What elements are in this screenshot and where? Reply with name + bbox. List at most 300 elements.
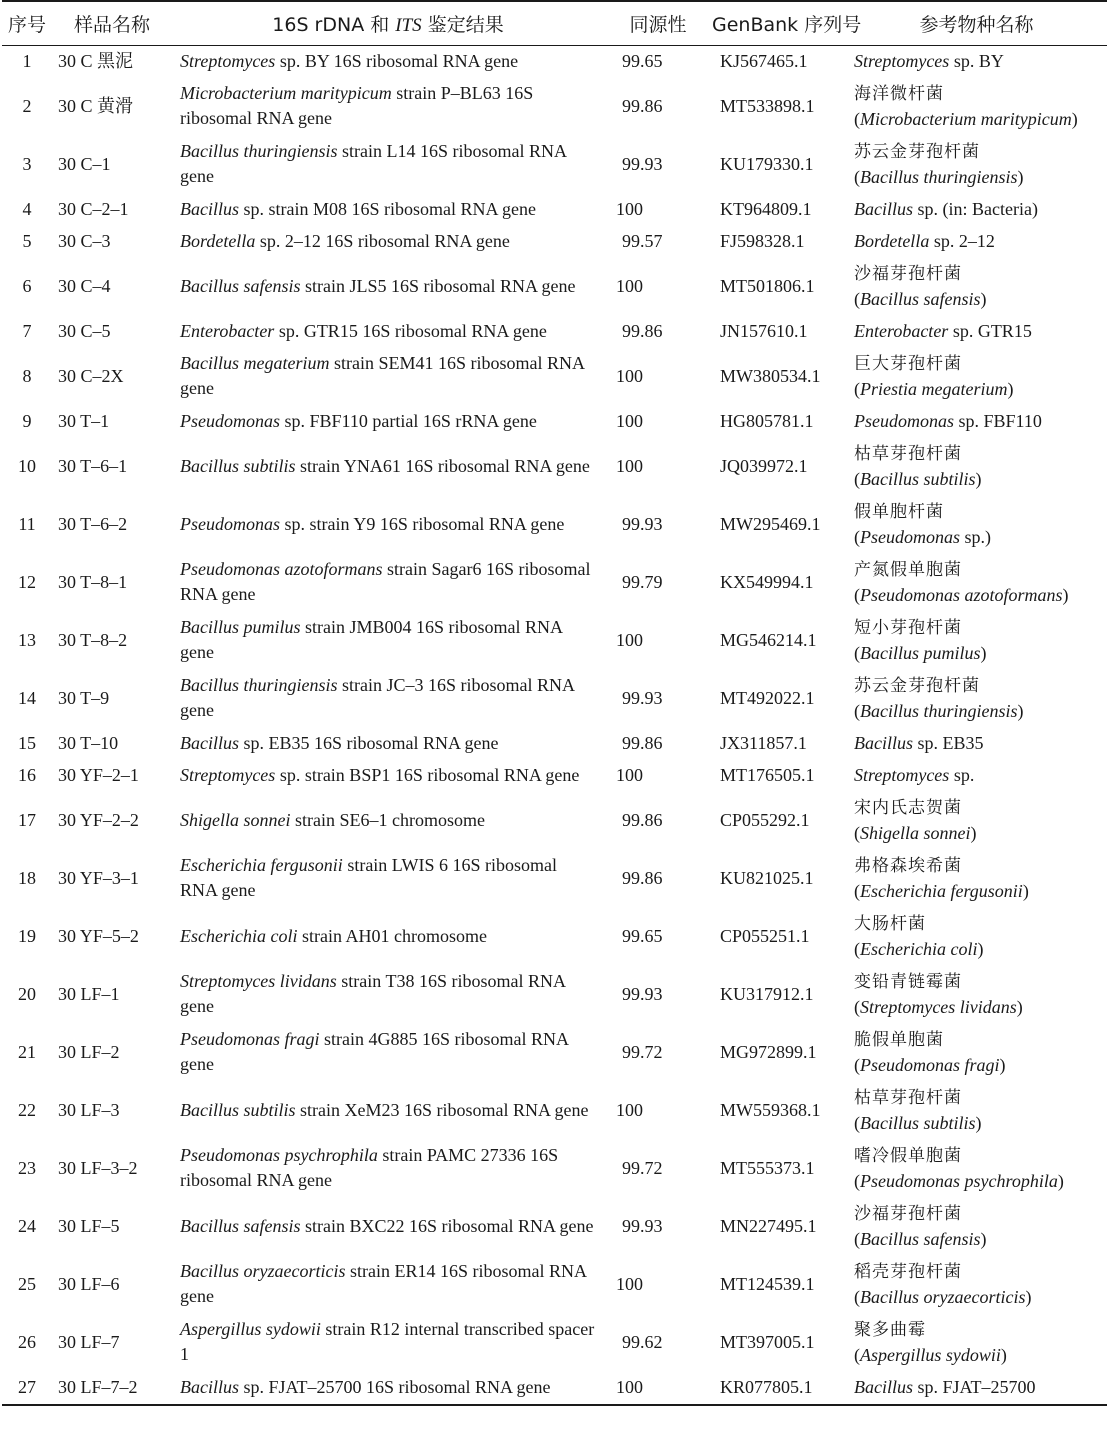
- cell-result: [172, 728, 604, 760]
- table-row: [2, 792, 1107, 850]
- cell-sample: 30 T–8–1: [58, 571, 128, 592]
- cell-ref: [846, 1198, 1107, 1256]
- cell-homology: 99.65: [622, 50, 663, 71]
- cell-result: [172, 406, 604, 438]
- ref-cn-name: 变铅青链霉菌: [854, 971, 962, 992]
- cell-sample: 30 C 黑泥: [58, 50, 134, 71]
- cell-no: 18: [18, 867, 36, 888]
- cell-ref: [846, 438, 1107, 496]
- cell-sample: 30 LF–7–2: [52, 1372, 172, 1405]
- table-row: [2, 850, 1107, 908]
- cell-genbank: MT555373.1: [720, 1157, 815, 1178]
- ref-cn-name: 枯草芽孢杆菌: [854, 1087, 962, 1108]
- cell-ref: [846, 226, 1107, 258]
- cell-genbank: MW380534.1: [720, 365, 821, 386]
- cell-genbank: MW295469.1: [720, 513, 821, 534]
- cell-ref: [846, 258, 1107, 316]
- ref-latin-name: Bordetella sp. 2–12: [854, 230, 995, 251]
- result-species: Pseudomonas fragi: [180, 1029, 320, 1049]
- result-detail: strain Sagar6 16S ribosomal RNA gene: [180, 559, 591, 604]
- cell-genbank: FJ598328.1: [720, 230, 805, 251]
- table-row: [2, 1198, 1107, 1256]
- cell-result: [172, 1082, 604, 1140]
- cell-no: 15: [18, 732, 36, 753]
- ref-latin-name: (Streptomyces lividans): [854, 996, 1023, 1017]
- cell-ref: [846, 1372, 1107, 1405]
- cell-result: [172, 908, 604, 966]
- ref-latin-name: Bacillus sp. FJAT–25700: [854, 1376, 1036, 1397]
- result-species: Bacillus oryzaecorticis: [180, 1261, 346, 1281]
- ref-cn-name: 枯草芽孢杆菌: [854, 443, 962, 464]
- result-species: Enterobacter: [180, 320, 275, 341]
- ref-cn-name: 宋内氏志贺菌: [854, 797, 962, 818]
- result-species: Pseudomonas: [180, 410, 280, 431]
- result-detail: strain P–BL63 16S ribosomal RNA gene: [180, 83, 534, 128]
- cell-sample: 30 YF–2–1: [58, 764, 139, 785]
- cell-homology: 99.86: [622, 809, 663, 830]
- cell-genbank: MW559368.1: [720, 1099, 821, 1120]
- ref-latin-name: (Pseudomonas sp.): [854, 526, 992, 547]
- col-header-sample: 样品名称: [52, 1, 172, 45]
- cell-ref: [846, 554, 1107, 612]
- cell-genbank: KU179330.1: [720, 153, 814, 174]
- table-row: [2, 1372, 1107, 1405]
- col-header-homology: 同源性: [604, 1, 712, 45]
- cell-no: 1: [22, 50, 32, 71]
- ref-cn-name: 弗格森埃希菌: [854, 855, 962, 876]
- result-detail: sp. strain Y9 16S ribosomal RNA gene: [280, 513, 565, 534]
- cell-ref: [846, 728, 1107, 760]
- col-header-genbank: GenBank 序列号: [712, 1, 846, 45]
- cell-genbank: CP055251.1: [720, 925, 810, 946]
- table-body: [2, 45, 1107, 1405]
- cell-sample: 30 LF–2: [58, 1041, 120, 1062]
- ref-latin-name: (Bacillus safensis): [854, 288, 987, 309]
- cell-genbank: MT397005.1: [720, 1331, 815, 1352]
- result-detail: sp. FBF110 partial 16S rRNA gene: [280, 410, 537, 431]
- table-row: [2, 1314, 1107, 1372]
- ref-latin-name: Pseudomonas sp. FBF110: [854, 410, 1042, 431]
- result-detail: sp. 2–12 16S ribosomal RNA gene: [255, 230, 510, 251]
- cell-homology: 100: [604, 1372, 712, 1405]
- result-detail: strain 4G885 16S ribosomal RNA gene: [180, 1029, 569, 1074]
- table-row: [2, 728, 1107, 760]
- cell-homology: 99.86: [622, 320, 663, 341]
- cell-homology: 99.93: [622, 983, 663, 1004]
- cell-homology: 99.62: [622, 1331, 663, 1352]
- cell-ref: [846, 348, 1107, 406]
- table-row: [2, 194, 1107, 226]
- table-row: [2, 258, 1107, 316]
- cell-genbank: JX311857.1: [720, 732, 807, 753]
- cell-result: [172, 496, 604, 554]
- result-species: Pseudomonas psychrophila: [180, 1145, 378, 1165]
- col-header-no: 序号: [2, 1, 52, 45]
- cell-result: [172, 136, 604, 194]
- ref-latin-name: (Pseudomonas psychrophila): [854, 1170, 1064, 1191]
- result-species: Streptomyces lividans: [180, 971, 337, 991]
- result-species: Aspergillus sydowii: [180, 1319, 321, 1339]
- result-species: Bacillus thuringiensis: [180, 675, 338, 695]
- cell-ref: [846, 406, 1107, 438]
- cell-result: [172, 78, 604, 136]
- result-detail: sp. GTR15 16S ribosomal RNA gene: [274, 320, 547, 341]
- col-header-ref: 参考物种名称: [846, 1, 1107, 45]
- result-detail: strain AH01 chromosome: [297, 925, 487, 946]
- cell-sample: 30 T–8–2: [58, 629, 128, 650]
- cell-no: 26: [18, 1331, 36, 1352]
- result-detail: strain YNA61 16S ribosomal RNA gene: [295, 455, 590, 476]
- result-species: Shigella sonnei: [180, 809, 291, 830]
- result-detail: strain JMB004 16S ribosomal RNA gene: [180, 617, 563, 662]
- cell-result: [172, 966, 604, 1024]
- ref-latin-name: (Aspergillus sydowii): [854, 1344, 1007, 1365]
- ref-latin-name: (Bacillus thuringiensis): [854, 166, 1024, 187]
- cell-sample: 30 LF–3–2: [58, 1157, 138, 1178]
- col-header-result: [172, 1, 604, 45]
- cell-sample: 30 C–2–1: [58, 198, 129, 219]
- cell-sample: 30 YF–3–1: [58, 867, 139, 888]
- cell-no: 22: [18, 1099, 36, 1120]
- cell-sample: 30 C–4: [58, 275, 111, 296]
- result-species: Bacillus safensis: [180, 275, 301, 296]
- cell-no: 16: [18, 764, 36, 785]
- ref-latin-name: (Bacillus oryzaecorticis): [854, 1286, 1032, 1307]
- cell-homology: 99.93: [622, 153, 663, 174]
- cell-homology: 100: [616, 764, 643, 785]
- cell-result: [172, 554, 604, 612]
- cell-sample: 30 YF–2–2: [58, 809, 139, 830]
- cell-homology: 99.72: [622, 1157, 663, 1178]
- result-species: Bacillus: [180, 198, 239, 219]
- ref-latin-name: Bacillus sp. EB35: [854, 732, 984, 753]
- result-species: Escherichia coli: [180, 925, 298, 946]
- table-row: [2, 1256, 1107, 1314]
- cell-no: 7: [22, 320, 32, 341]
- result-species: Bordetella: [180, 230, 256, 251]
- ref-cn-name: 产氮假单胞菌: [854, 559, 962, 580]
- table-row: [2, 348, 1107, 406]
- cell-no: 13: [18, 629, 36, 650]
- cell-sample: 30 LF–1: [58, 983, 120, 1004]
- cell-genbank: MT124539.1: [720, 1273, 815, 1294]
- ref-cn-name: 稻壳芽孢杆菌: [854, 1261, 962, 1282]
- cell-ref: [846, 78, 1107, 136]
- table-row: [2, 226, 1107, 258]
- cell-result: [172, 1314, 604, 1372]
- cell-sample: 30 LF–6: [58, 1273, 120, 1294]
- cell-genbank: KU317912.1: [720, 983, 814, 1004]
- result-detail: strain JC–3 16S ribosomal RNA gene: [180, 675, 575, 720]
- cell-result: [172, 194, 604, 226]
- ref-latin-name: (Shigella sonnei): [854, 822, 977, 843]
- cell-sample: 30 C–5: [58, 320, 111, 341]
- table-row: [2, 78, 1107, 136]
- ref-cn-name: 嗜冷假单胞菌: [854, 1145, 962, 1166]
- cell-sample: 30 T–6–1: [58, 455, 128, 476]
- ref-cn-name: 巨大芽孢杆菌: [854, 353, 962, 374]
- col-header-result-italic: ITS: [395, 14, 422, 36]
- col-header-result-prefix: 16S rDNA 和: [272, 13, 396, 36]
- cell-genbank: HG805781.1: [720, 410, 814, 431]
- cell-no: 17: [18, 809, 36, 830]
- ref-latin-name: Bacillus sp. (in: Bacteria): [854, 198, 1038, 219]
- cell-no: 24: [18, 1215, 36, 1236]
- cell-homology: 100: [616, 275, 643, 296]
- result-detail: sp. FJAT–25700 16S ribosomal RNA gene: [239, 1376, 551, 1397]
- result-species: Bacillus safensis: [180, 1215, 301, 1236]
- cell-sample: 30 C 黄滑: [58, 95, 134, 116]
- table-row: [2, 496, 1107, 554]
- result-species: Streptomyces: [180, 50, 276, 71]
- ref-latin-name: (Escherichia coli): [854, 938, 984, 959]
- cell-homology: 100: [616, 1273, 643, 1294]
- cell-result: [172, 348, 604, 406]
- cell-no: 25: [18, 1273, 36, 1294]
- result-species: Bacillus subtilis: [180, 1099, 296, 1120]
- cell-genbank: MT533898.1: [720, 95, 815, 116]
- cell-homology: 99.57: [622, 230, 663, 251]
- cell-result: [172, 850, 604, 908]
- result-species: Bacillus pumilus: [180, 617, 301, 637]
- cell-no: 6: [22, 275, 32, 296]
- result-species: Pseudomonas: [180, 513, 280, 534]
- cell-ref: [846, 1140, 1107, 1198]
- cell-genbank: MG972899.1: [720, 1041, 817, 1062]
- cell-sample: 30 T–10: [58, 732, 119, 753]
- cell-no: 8: [22, 365, 32, 386]
- cell-homology: 99.93: [622, 687, 663, 708]
- table-row: [2, 45, 1107, 78]
- result-species: Pseudomonas azotoformans: [180, 559, 383, 579]
- table-row: [2, 908, 1107, 966]
- cell-result: [172, 226, 604, 258]
- table-row: [2, 612, 1107, 670]
- table-row: [2, 1140, 1107, 1198]
- ref-latin-name: (Bacillus safensis): [854, 1228, 987, 1249]
- cell-genbank: KX549994.1: [720, 571, 814, 592]
- result-detail: sp. strain BSP1 16S ribosomal RNA gene: [275, 764, 580, 785]
- cell-result: [172, 792, 604, 850]
- cell-result: [172, 1198, 604, 1256]
- result-detail: strain BXC22 16S ribosomal RNA gene: [300, 1215, 594, 1236]
- cell-sample: 30 LF–5: [58, 1215, 120, 1236]
- ref-cn-name: 脆假单胞菌: [854, 1029, 944, 1050]
- result-species: Bacillus subtilis: [180, 455, 296, 476]
- cell-no: 19: [18, 925, 36, 946]
- cell-ref: [846, 1024, 1107, 1082]
- result-species: Bacillus: [180, 732, 239, 753]
- cell-genbank: MN227495.1: [720, 1215, 817, 1236]
- ref-cn-name: 海洋微杆菌: [854, 83, 944, 104]
- cell-no: 10: [18, 455, 36, 476]
- result-detail: strain ER14 16S ribosomal RNA gene: [180, 1261, 586, 1306]
- cell-ref: [846, 45, 1107, 78]
- ref-latin-name: Enterobacter sp. GTR15: [854, 320, 1032, 341]
- cell-no: 3: [22, 153, 32, 174]
- cell-ref: [846, 1082, 1107, 1140]
- table-row: [2, 1082, 1107, 1140]
- identification-table: [2, 0, 1107, 1406]
- cell-homology: 100: [616, 1099, 643, 1120]
- cell-homology: 99.72: [622, 1041, 663, 1062]
- cell-ref: [846, 194, 1107, 226]
- cell-genbank: JQ039972.1: [720, 455, 808, 476]
- cell-result: [172, 612, 604, 670]
- cell-genbank: MT492022.1: [720, 687, 815, 708]
- ref-cn-name: 大肠杆菌: [854, 913, 926, 934]
- cell-no: 12: [18, 571, 36, 592]
- cell-homology: 99.86: [622, 867, 663, 888]
- cell-result: [172, 1024, 604, 1082]
- cell-result: [172, 316, 604, 348]
- result-detail: strain L14 16S ribosomal RNA gene: [180, 141, 566, 186]
- cell-genbank: KU821025.1: [720, 867, 814, 888]
- result-detail: sp. strain M08 16S ribosomal RNA gene: [239, 198, 536, 219]
- ref-latin-name: (Bacillus subtilis): [854, 1112, 982, 1133]
- cell-ref: [846, 1314, 1107, 1372]
- cell-homology: 100: [616, 629, 643, 650]
- ref-latin-name: (Microbacterium maritypicum): [854, 108, 1078, 129]
- table-row: [2, 670, 1107, 728]
- ref-latin-name: (Pseudomonas fragi): [854, 1054, 1006, 1075]
- cell-ref: [846, 1256, 1107, 1314]
- cell-sample: 30 LF–3: [58, 1099, 120, 1120]
- table-row: [2, 554, 1107, 612]
- result-detail: strain R12 internal transcribed spacer 1: [180, 1319, 595, 1364]
- ref-latin-name: (Bacillus subtilis): [854, 468, 982, 489]
- cell-genbank: MT176505.1: [720, 764, 815, 785]
- cell-homology: 99.65: [622, 925, 663, 946]
- cell-homology: 100: [616, 365, 643, 386]
- cell-result: [172, 45, 604, 78]
- result-species: Escherichia fergusonii: [180, 855, 343, 875]
- cell-result: [172, 670, 604, 728]
- cell-genbank: CP055292.1: [720, 809, 810, 830]
- cell-result: [172, 438, 604, 496]
- result-species: Bacillus megaterium: [180, 353, 330, 373]
- result-detail: strain T38 16S ribosomal RNA gene: [180, 971, 565, 1016]
- cell-homology: 100: [616, 198, 643, 219]
- cell-ref: [846, 966, 1107, 1024]
- result-species: Streptomyces: [180, 764, 276, 785]
- ref-cn-name: 短小芽孢杆菌: [854, 617, 962, 638]
- cell-ref: [846, 496, 1107, 554]
- result-detail: sp. EB35 16S ribosomal RNA gene: [239, 732, 499, 753]
- table-row: [2, 136, 1107, 194]
- cell-ref: [846, 908, 1107, 966]
- ref-cn-name: 苏云金芽孢杆菌: [854, 675, 980, 696]
- ref-cn-name: 假单胞杆菌: [854, 501, 944, 522]
- cell-no: 14: [18, 687, 36, 708]
- cell-ref: [846, 792, 1107, 850]
- cell-genbank: KT964809.1: [720, 198, 812, 219]
- cell-result: [172, 760, 604, 792]
- cell-sample: 30 YF–5–2: [58, 925, 139, 946]
- result-species: Microbacterium maritypicum: [180, 83, 392, 103]
- result-detail: strain PAMC 27336 16S ribosomal RNA gene: [180, 1145, 559, 1190]
- cell-homology: 100: [616, 455, 643, 476]
- cell-sample: 30 C–3: [58, 230, 111, 251]
- cell-result: [172, 258, 604, 316]
- cell-sample: 30 T–6–2: [58, 513, 128, 534]
- cell-ref: [846, 316, 1107, 348]
- cell-ref: [846, 760, 1107, 792]
- cell-ref: [846, 850, 1107, 908]
- ref-cn-name: 苏云金芽孢杆菌: [854, 141, 980, 162]
- table-row: [2, 760, 1107, 792]
- cell-genbank: JN157610.1: [720, 320, 808, 341]
- cell-ref: [846, 136, 1107, 194]
- cell-ref: [846, 612, 1107, 670]
- cell-genbank: KR077805.1: [712, 1372, 846, 1405]
- cell-no: 27: [2, 1372, 52, 1405]
- cell-sample: 30 C–2X: [58, 365, 124, 386]
- cell-no: 21: [18, 1041, 36, 1062]
- cell-no: 9: [22, 410, 32, 431]
- ref-latin-name: Streptomyces sp.: [854, 764, 975, 785]
- result-detail: strain XeM23 16S ribosomal RNA gene: [295, 1099, 589, 1120]
- table-row: [2, 406, 1107, 438]
- result-detail: strain LWIS 6 16S ribosomal RNA gene: [180, 855, 557, 900]
- cell-genbank: MG546214.1: [720, 629, 817, 650]
- ref-cn-name: 沙福芽孢杆菌: [854, 1203, 962, 1224]
- cell-homology: 99.79: [622, 571, 663, 592]
- ref-cn-name: 沙福芽孢杆菌: [854, 263, 962, 284]
- cell-ref: [846, 670, 1107, 728]
- cell-sample: 30 LF–7: [58, 1331, 120, 1352]
- cell-sample: 30 T–9: [58, 687, 110, 708]
- cell-no: 20: [18, 983, 36, 1004]
- cell-sample: 30 T–1: [58, 410, 110, 431]
- cell-homology: 99.93: [622, 1215, 663, 1236]
- result-detail: strain SEM41 16S ribosomal RNA gene: [180, 353, 584, 398]
- result-species: Bacillus thuringiensis: [180, 141, 338, 161]
- table-row: [2, 966, 1107, 1024]
- ref-latin-name: (Pseudomonas azotoformans): [854, 584, 1069, 605]
- table-header-row: [2, 1, 1107, 45]
- ref-cn-name: 聚多曲霉: [854, 1319, 926, 1340]
- table-row: [2, 316, 1107, 348]
- ref-latin-name: (Bacillus pumilus): [854, 642, 987, 663]
- cell-homology: 99.93: [622, 513, 663, 534]
- cell-no: 4: [22, 198, 32, 219]
- ref-latin-name: (Priestia megaterium): [854, 378, 1014, 399]
- cell-homology: 100: [616, 410, 643, 431]
- cell-result: [172, 1256, 604, 1314]
- result-detail: strain SE6–1 chromosome: [290, 809, 485, 830]
- table-row: [2, 1024, 1107, 1082]
- cell-sample: 30 C–1: [58, 153, 111, 174]
- cell-genbank: KJ567465.1: [720, 50, 808, 71]
- ref-latin-name: (Escherichia fergusonii): [854, 880, 1029, 901]
- result-species: Bacillus: [180, 1376, 239, 1397]
- cell-no: 11: [18, 513, 36, 534]
- col-header-result-suffix: 鉴定结果: [421, 13, 504, 36]
- result-detail: sp. BY 16S ribosomal RNA gene: [275, 50, 519, 71]
- cell-result: [172, 1140, 604, 1198]
- cell-result: [172, 1372, 604, 1405]
- cell-genbank: MT501806.1: [720, 275, 815, 296]
- cell-no: 5: [22, 230, 32, 251]
- ref-latin-name: Streptomyces sp. BY: [854, 50, 1004, 71]
- cell-homology: 99.86: [622, 732, 663, 753]
- table-row: [2, 438, 1107, 496]
- cell-no: 2: [22, 95, 32, 116]
- ref-latin-name: (Bacillus thuringiensis): [854, 700, 1024, 721]
- result-detail: strain JLS5 16S ribosomal RNA gene: [300, 275, 576, 296]
- cell-no: 23: [18, 1157, 36, 1178]
